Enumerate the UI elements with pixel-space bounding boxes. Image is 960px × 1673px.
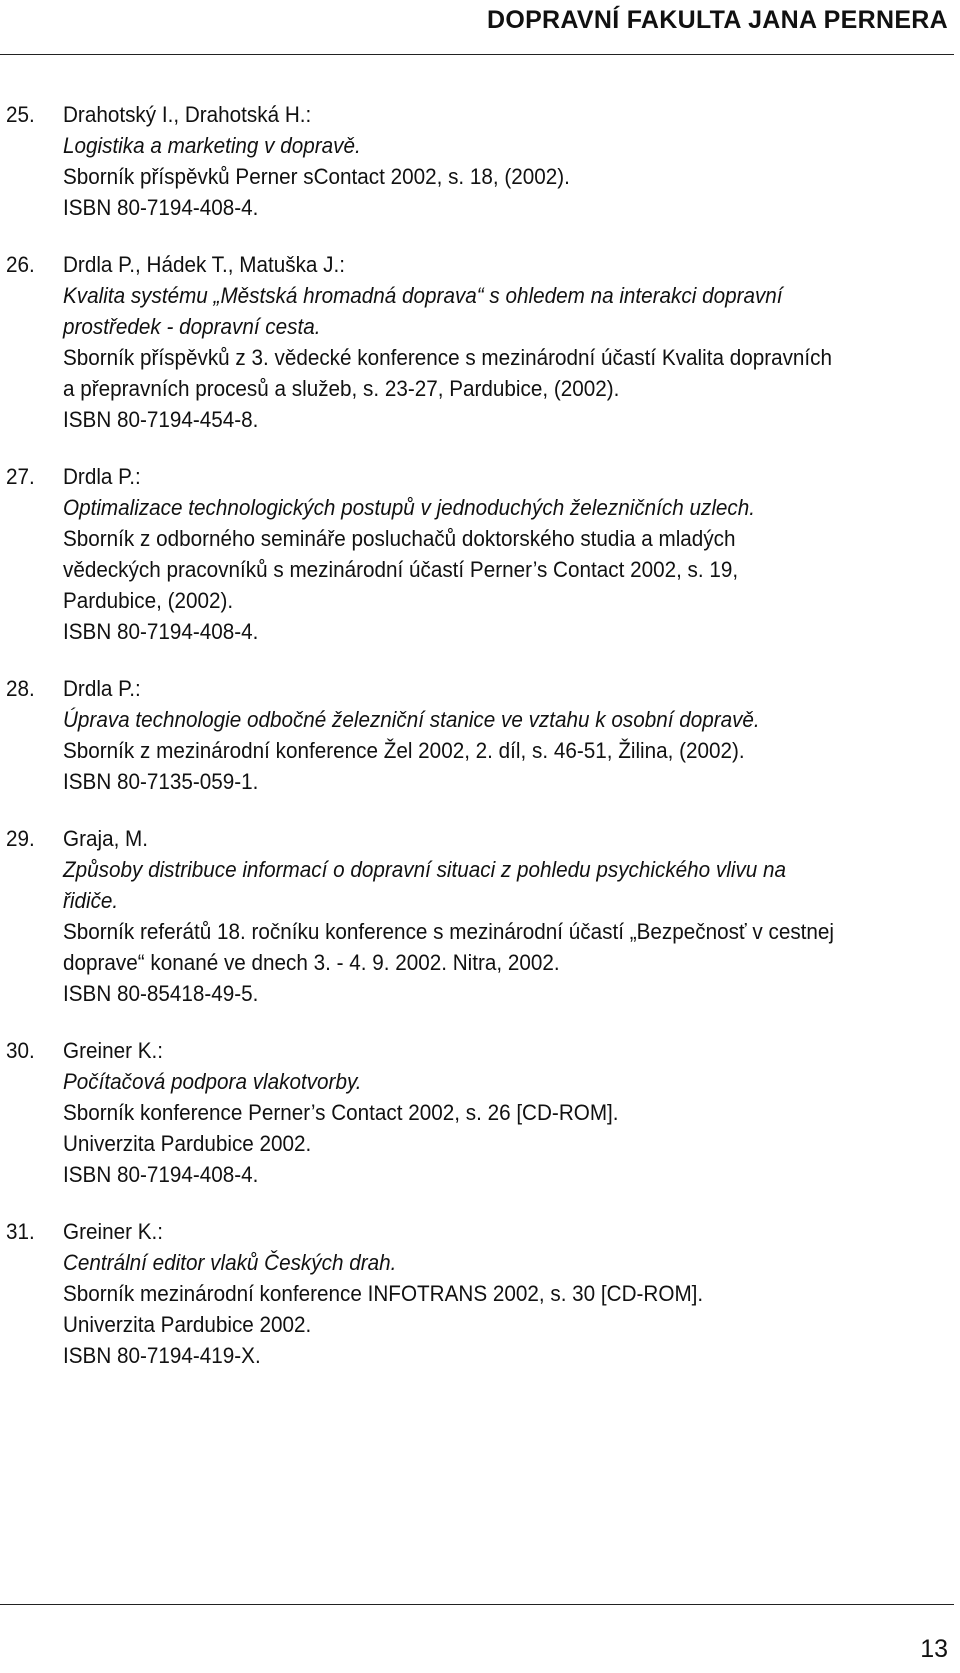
reference-number: 25.: [6, 102, 35, 127]
reference-text-line: Univerzita Pardubice 2002.: [63, 1131, 312, 1156]
reference-text-line: Sborník referátů 18. ročníku konference s mezinárodní účastí „Bezpečnosť v cestnej: [63, 919, 835, 944]
reference-title-line: řidiče.: [63, 888, 119, 913]
reference-text-line: Drahotský I., Drahotská H.:: [63, 102, 312, 127]
reference-number: 27.: [6, 464, 35, 489]
reference-text-line: vědeckých pracovníků s mezinárodní účastí Perner’s Contact 2002, s. 19,: [63, 557, 739, 582]
reference-text-line: doprave“ konané ve dnech 3. - 4. 9. 2002. Nitra, 2002.: [63, 950, 560, 975]
reference-number: 31.: [6, 1219, 35, 1244]
reference-item: [0, 99, 960, 223]
reference-text-line: Drdla P.:: [63, 676, 141, 701]
reference-text-line: Sborník z mezinárodní konference Žel 2002, 2. díl, s. 46-51, Žilina, (2002).: [63, 738, 745, 763]
reference-body: [63, 1216, 923, 1371]
reference-text-line: ISBN 80-85418-49-5.: [63, 981, 259, 1006]
reference-item: [0, 461, 960, 647]
reference-body: [63, 99, 923, 223]
reference-item: [0, 673, 960, 797]
reference-body: [63, 823, 923, 1009]
reference-title-line: Kvalita systému „Městská hromadná doprava“ s ohledem na interakci dopravní: [63, 283, 783, 308]
reference-text-line: ISBN 80-7194-408-4.: [63, 1162, 259, 1187]
reference-item: [0, 1216, 960, 1371]
reference-number: 30.: [6, 1038, 35, 1063]
reference-text-line: a přepravních procesů a služeb, s. 23-27, Pardubice, (2002).: [63, 376, 620, 401]
reference-text-line: Drdla P.:: [63, 464, 141, 489]
page-header-title: DOPRAVNÍ FAKULTA JANA PERNERA: [486, 6, 948, 34]
page-number: 13: [920, 1635, 948, 1663]
reference-title-line: Počítačová podpora vlakotvorby.: [63, 1069, 362, 1094]
reference-body: [63, 249, 923, 435]
reference-title-line: prostředek - dopravní cesta.: [63, 314, 321, 339]
reference-number: 28.: [6, 676, 35, 701]
reference-text-line: Sborník příspěvků z 3. vědecké konference s mezinárodní účastí Kvalita dopravních: [63, 345, 833, 370]
reference-title-line: Centrální editor vlaků Českých drah.: [63, 1250, 397, 1275]
reference-text-line: Drdla P., Hádek T., Matuška J.:: [63, 252, 345, 277]
reference-text-line: Sborník příspěvků Perner sContact 2002, s. 18, (2002).: [63, 164, 570, 189]
header-divider: [0, 54, 954, 55]
reference-item: [0, 823, 960, 1009]
reference-title-line: Úprava technologie odbočné železniční stanice ve vztahu k osobní dopravě.: [63, 707, 760, 732]
reference-list: [0, 99, 960, 1397]
reference-text-line: Greiner K.:: [63, 1219, 163, 1244]
reference-text-line: Greiner K.:: [63, 1038, 163, 1063]
reference-text-line: Univerzita Pardubice 2002.: [63, 1312, 312, 1337]
reference-text-line: ISBN 80-7135-059-1.: [63, 769, 259, 794]
reference-number: 29.: [6, 826, 35, 851]
reference-title-line: Způsoby distribuce informací o dopravní situaci z pohledu psychického vlivu na: [63, 857, 787, 882]
reference-body: [63, 1035, 923, 1190]
reference-title-line: Logistika a marketing v dopravě.: [63, 133, 361, 158]
reference-title-line: Optimalizace technologických postupů v jednoduchých železničních uzlech.: [63, 495, 756, 520]
reference-text-line: Sborník mezinárodní konference INFOTRANS 2002, s. 30 [CD-ROM].: [63, 1281, 704, 1306]
reference-body: [63, 673, 923, 797]
reference-item: [0, 249, 960, 435]
reference-body: [63, 461, 923, 647]
reference-number: 26.: [6, 252, 35, 277]
reference-text-line: Sborník z odborného semináře posluchačů doktorského studia a mladých: [63, 526, 736, 551]
reference-text-line: ISBN 80-7194-408-4.: [63, 619, 259, 644]
reference-text-line: ISBN 80-7194-419-X.: [63, 1343, 261, 1368]
reference-text-line: Graja, M.: [63, 826, 149, 851]
footer-divider: [0, 1604, 954, 1605]
reference-item: [0, 1035, 960, 1190]
reference-text-line: Sborník konference Perner’s Contact 2002, s. 26 [CD-ROM].: [63, 1100, 619, 1125]
reference-text-line: ISBN 80-7194-408-4.: [63, 195, 259, 220]
reference-text-line: Pardubice, (2002).: [63, 588, 234, 613]
reference-text-line: ISBN 80-7194-454-8.: [63, 407, 259, 432]
